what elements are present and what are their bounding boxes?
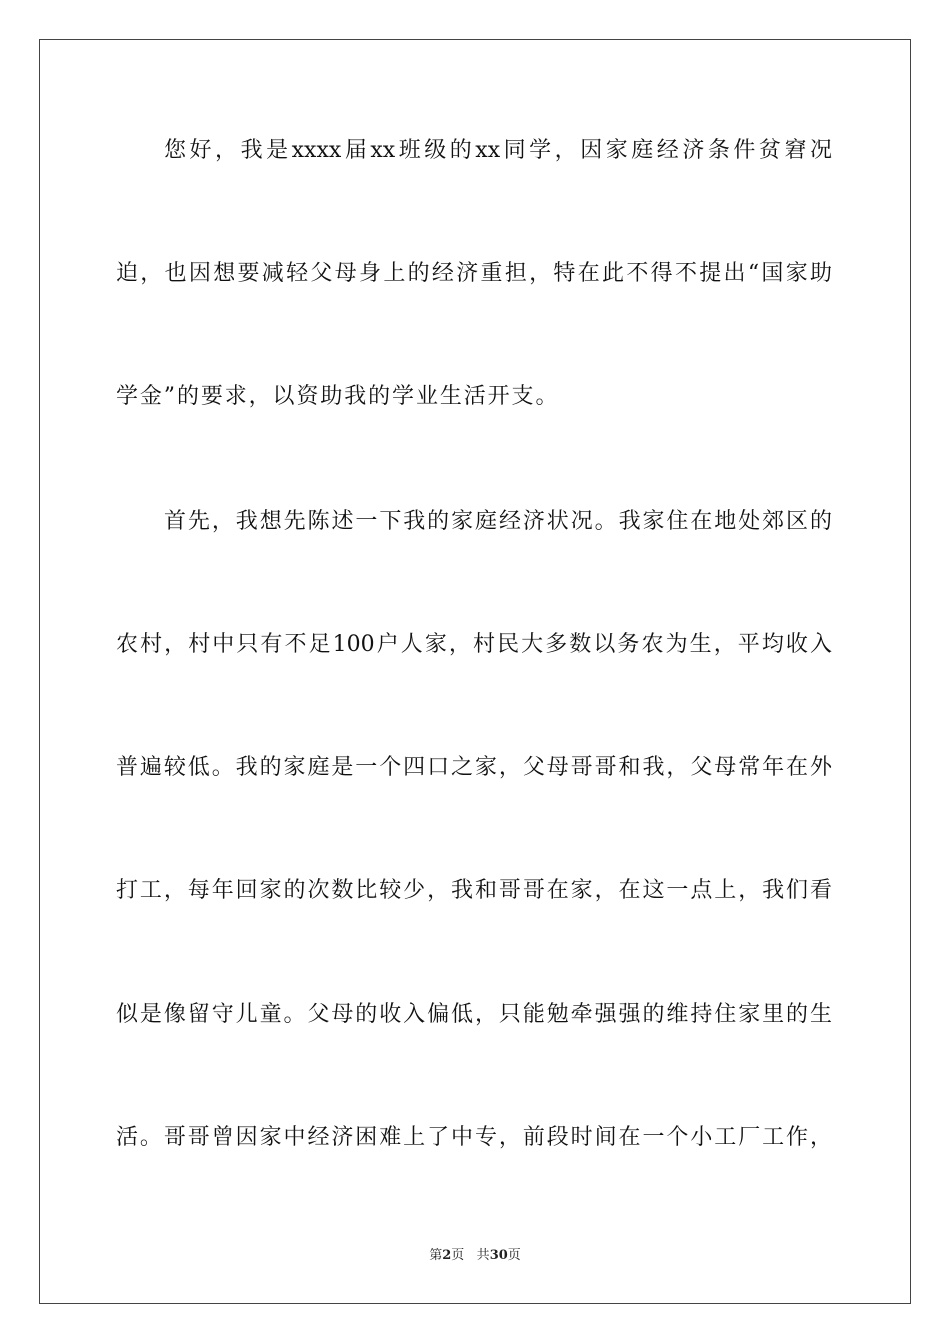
text-line-1: 您好，我是xxxx届xx班级的xx同学，因家庭经济条件贫窘况 bbox=[164, 138, 832, 163]
footer-total-number: 30 bbox=[489, 1248, 508, 1263]
text-line-4: 首先，我想先陈述一下我的家庭经济状况。我家住在地处郊区的 bbox=[164, 509, 832, 534]
text-line-7: 打工，每年回家的次数比较少，我和哥哥在家，在这一点上，我们看 bbox=[116, 878, 832, 903]
text-line-5: 农村，村中只有不足100户人家，村民大多数以务农为生，平均收入 bbox=[116, 632, 832, 657]
text-line-8: 似是像留守儿童。父母的收入偏低，只能勉牵强强的维持住家里的生 bbox=[116, 1002, 832, 1027]
text-line-3: 学金”的要求，以资助我的学业生活开支。 bbox=[116, 384, 560, 409]
footer-page-prefix: 第 bbox=[429, 1248, 443, 1263]
text-line-9: 活。哥哥曾因家中经济困难上了中专，前段时间在一个小工厂工作， bbox=[116, 1125, 832, 1150]
text-line-6: 普遍较低。我的家庭是一个四口之家，父母哥哥和我，父母常年在外 bbox=[116, 755, 832, 780]
footer-page-suffix: 页 bbox=[451, 1248, 465, 1263]
page-footer bbox=[0, 1247, 950, 1265]
footer-page-number: 2 bbox=[442, 1248, 452, 1263]
page-frame bbox=[39, 39, 911, 1304]
footer-total-suffix: 页 bbox=[507, 1248, 521, 1263]
footer-total-prefix: 共 bbox=[476, 1248, 490, 1263]
text-line-2: 迫，也因想要减轻父母身上的经济重担，特在此不得不提出“国家助 bbox=[116, 261, 832, 286]
